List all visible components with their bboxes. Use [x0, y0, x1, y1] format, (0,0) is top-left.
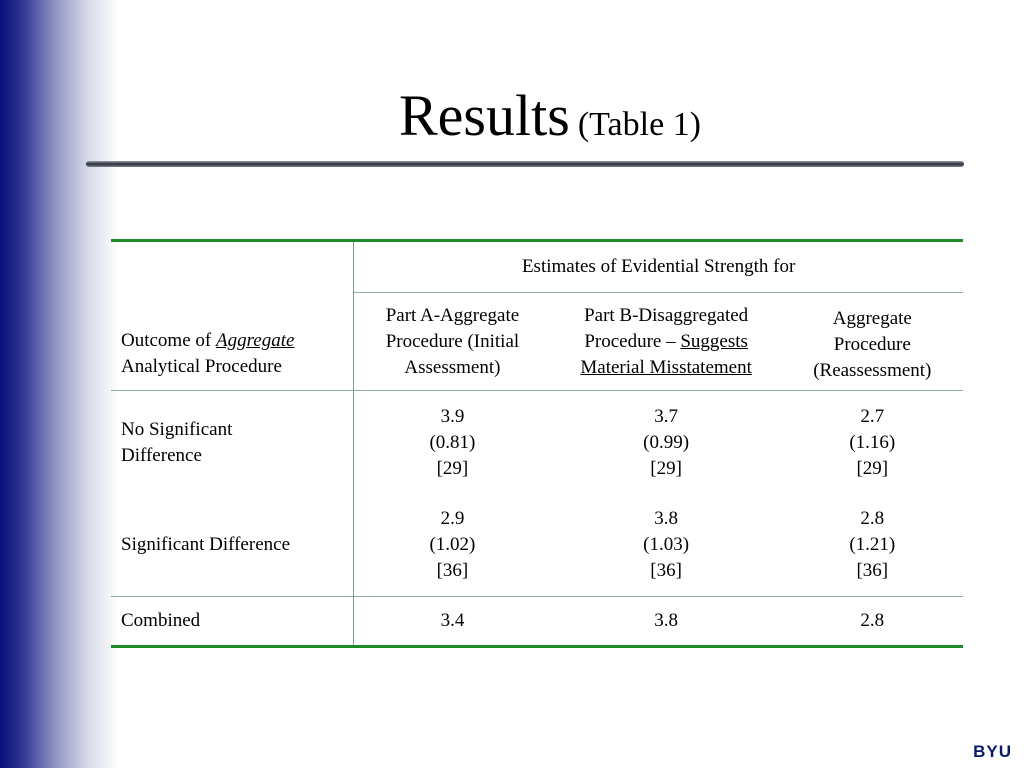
- row-header-cell: [111, 241, 354, 391]
- column-header-b: [551, 293, 782, 391]
- cell-sd: (1.16): [849, 431, 896, 453]
- row-label-significant: [111, 495, 354, 597]
- cell-sd: (1.02): [429, 534, 476, 556]
- row-label-line2: Difference: [121, 444, 202, 466]
- cell-n: [36]: [650, 560, 682, 582]
- col-a-line2: Procedure (Initial: [385, 330, 520, 352]
- col-c-line3: (Reassessment): [813, 359, 932, 381]
- title-subtitle: (Table 1): [577, 106, 701, 143]
- cell-sd: (0.81): [429, 431, 476, 453]
- col-c-line2: Procedure: [833, 333, 911, 355]
- column-header-a: [354, 293, 551, 391]
- cell-n: [29]: [436, 457, 469, 479]
- byu-logo: BYU: [973, 742, 1012, 761]
- cell-mean: 2.7: [860, 405, 885, 427]
- cell-mean: 3.8: [654, 508, 678, 530]
- row-header-suffix: Analytical Procedure: [121, 356, 282, 377]
- row-label-line1: Significant Difference: [121, 534, 290, 556]
- table-header-group-row: [111, 241, 963, 293]
- combined-value: 3.8: [551, 597, 782, 647]
- cell-n: [36]: [856, 560, 889, 582]
- cell-sd: (0.99): [643, 431, 690, 453]
- cell-stat: [551, 495, 782, 597]
- row-header-prefix: Outcome of: [121, 330, 216, 351]
- cell-sd: (1.21): [849, 534, 896, 556]
- cell-mean: 3.7: [654, 405, 678, 427]
- col-b-line2a: Procedure –: [584, 330, 681, 352]
- combined-value: 3.4: [354, 597, 551, 647]
- col-c-line1: Aggregate: [832, 307, 912, 329]
- cell-sd: (1.03): [643, 534, 690, 556]
- row-label-no-significant: [111, 391, 354, 495]
- cell-mean: 2.9: [440, 508, 465, 530]
- header-group-cell: [354, 241, 963, 293]
- table-row: [111, 495, 963, 597]
- title-divider: [86, 161, 964, 167]
- cell-stat: [782, 495, 963, 597]
- table-row-combined: [111, 597, 963, 647]
- col-b-line1: Part B-Disaggregated: [584, 304, 749, 326]
- col-b-line3: Material Misstatement: [580, 356, 752, 378]
- col-b-line2b: Suggests: [680, 330, 748, 352]
- cell-stat: [782, 391, 963, 495]
- table-row: [111, 391, 963, 495]
- row-label-line1: No Significant: [121, 418, 233, 440]
- cell-n: [29]: [856, 457, 889, 479]
- cell-n: [29]: [650, 457, 682, 479]
- cell-mean: 3.9: [440, 405, 465, 427]
- cell-stat: [354, 391, 551, 495]
- cell-stat: [551, 391, 782, 495]
- col-a-line3: Assessment): [404, 356, 501, 378]
- combined-value: 2.8: [782, 597, 963, 647]
- column-header-c: [782, 293, 963, 391]
- cell-stat: [354, 495, 551, 597]
- slide-title: [0, 82, 1024, 149]
- cell-mean: 2.8: [860, 508, 885, 530]
- row-label-combined: Combined: [111, 597, 354, 647]
- col-a-line1: Part A-Aggregate: [385, 304, 520, 326]
- results-table: [111, 239, 963, 648]
- title-main: Results: [399, 83, 570, 148]
- header-group-label: Estimates of Evidential Strength for: [521, 256, 796, 277]
- cell-n: [36]: [436, 560, 469, 582]
- row-header-emph: Aggregate: [215, 330, 295, 351]
